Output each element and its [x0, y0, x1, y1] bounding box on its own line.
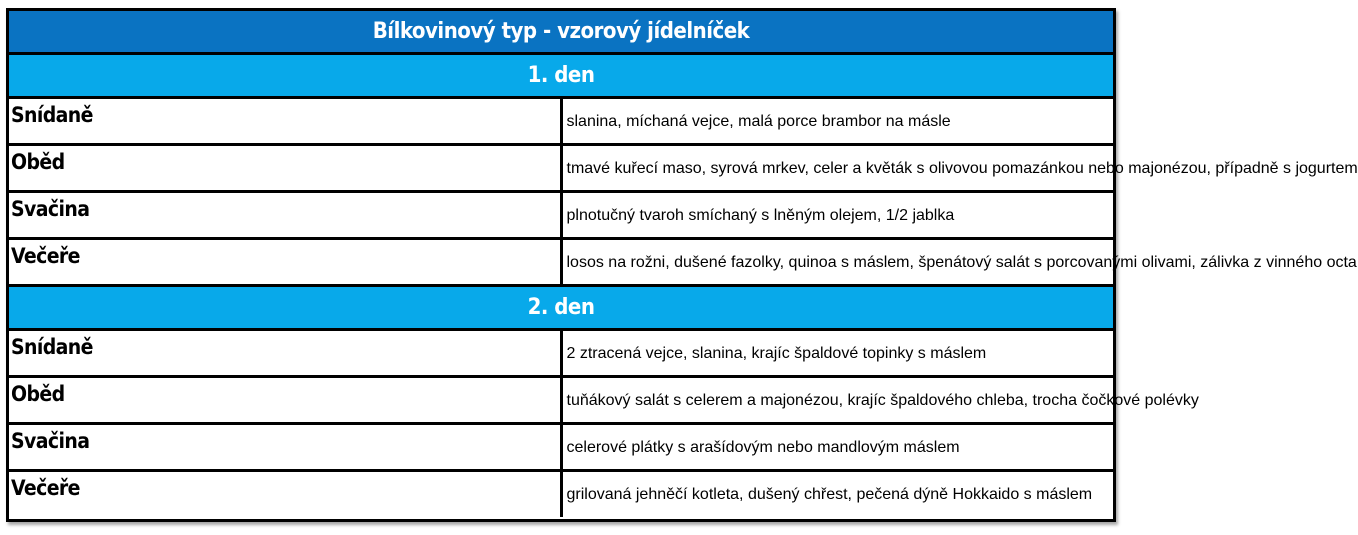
- meal-name: Oběd: [9, 144, 561, 191]
- table-row: [9, 329, 1113, 376]
- meal-description: tuňákový salát s celerem a majonézou, krajíc špaldového chleba, trocha čočkové polévky: [561, 376, 1113, 423]
- day-1-header: 1. den: [9, 53, 1113, 97]
- meal-description: losos na rožni, dušené fazolky, quinoa s máslem, špenátový salát s porcovanými olivami, zálivka z vinného octa: [561, 238, 1113, 285]
- meal-description: tmavé kuřecí maso, syrová mrkev, celer a květák s olivovou pomazánkou nebo majonézou, případně s jogurtem: [561, 144, 1113, 191]
- meal-description: 2 ztracená vejce, slanina, krajíc špaldové topinky s máslem: [561, 329, 1113, 376]
- table-row: [9, 191, 1113, 238]
- table-row: [9, 238, 1113, 285]
- meal-name: Večeře: [9, 470, 561, 517]
- meal-name: Večeře: [9, 238, 561, 285]
- meal-name: Svačina: [9, 423, 561, 470]
- title-row: [9, 11, 1113, 53]
- table-row: [9, 470, 1113, 517]
- meal-plan-table: [9, 11, 1358, 517]
- table-row: [9, 97, 1113, 144]
- day-header-row: [9, 53, 1113, 97]
- meal-description: slanina, míchaná vejce, malá porce brambor na másle: [561, 97, 1113, 144]
- day-2-header: 2. den: [9, 285, 1113, 329]
- table-row: [9, 376, 1113, 423]
- table-row: [9, 144, 1113, 191]
- meal-name: Oběd: [9, 376, 561, 423]
- meal-description: plnotučný tvaroh smíchaný s lněným olejem, 1/2 jablka: [561, 191, 1113, 238]
- meal-description: grilovaná jehněčí kotleta, dušený chřest, pečená dýně Hokkaido s máslem: [566, 485, 1093, 503]
- meal-plan-frame: [6, 8, 1358, 522]
- table-title: Bílkovinový typ - vzorový jídelníček: [9, 11, 1113, 53]
- meal-name: Svačina: [9, 191, 561, 238]
- meal-name: Snídaně: [9, 329, 561, 376]
- table-row: [9, 423, 1113, 470]
- meal-name: Snídaně: [9, 97, 561, 144]
- meal-description: celerové plátky s arašídovým nebo mandlovým máslem: [561, 423, 1113, 470]
- day-header-row: [9, 285, 1113, 329]
